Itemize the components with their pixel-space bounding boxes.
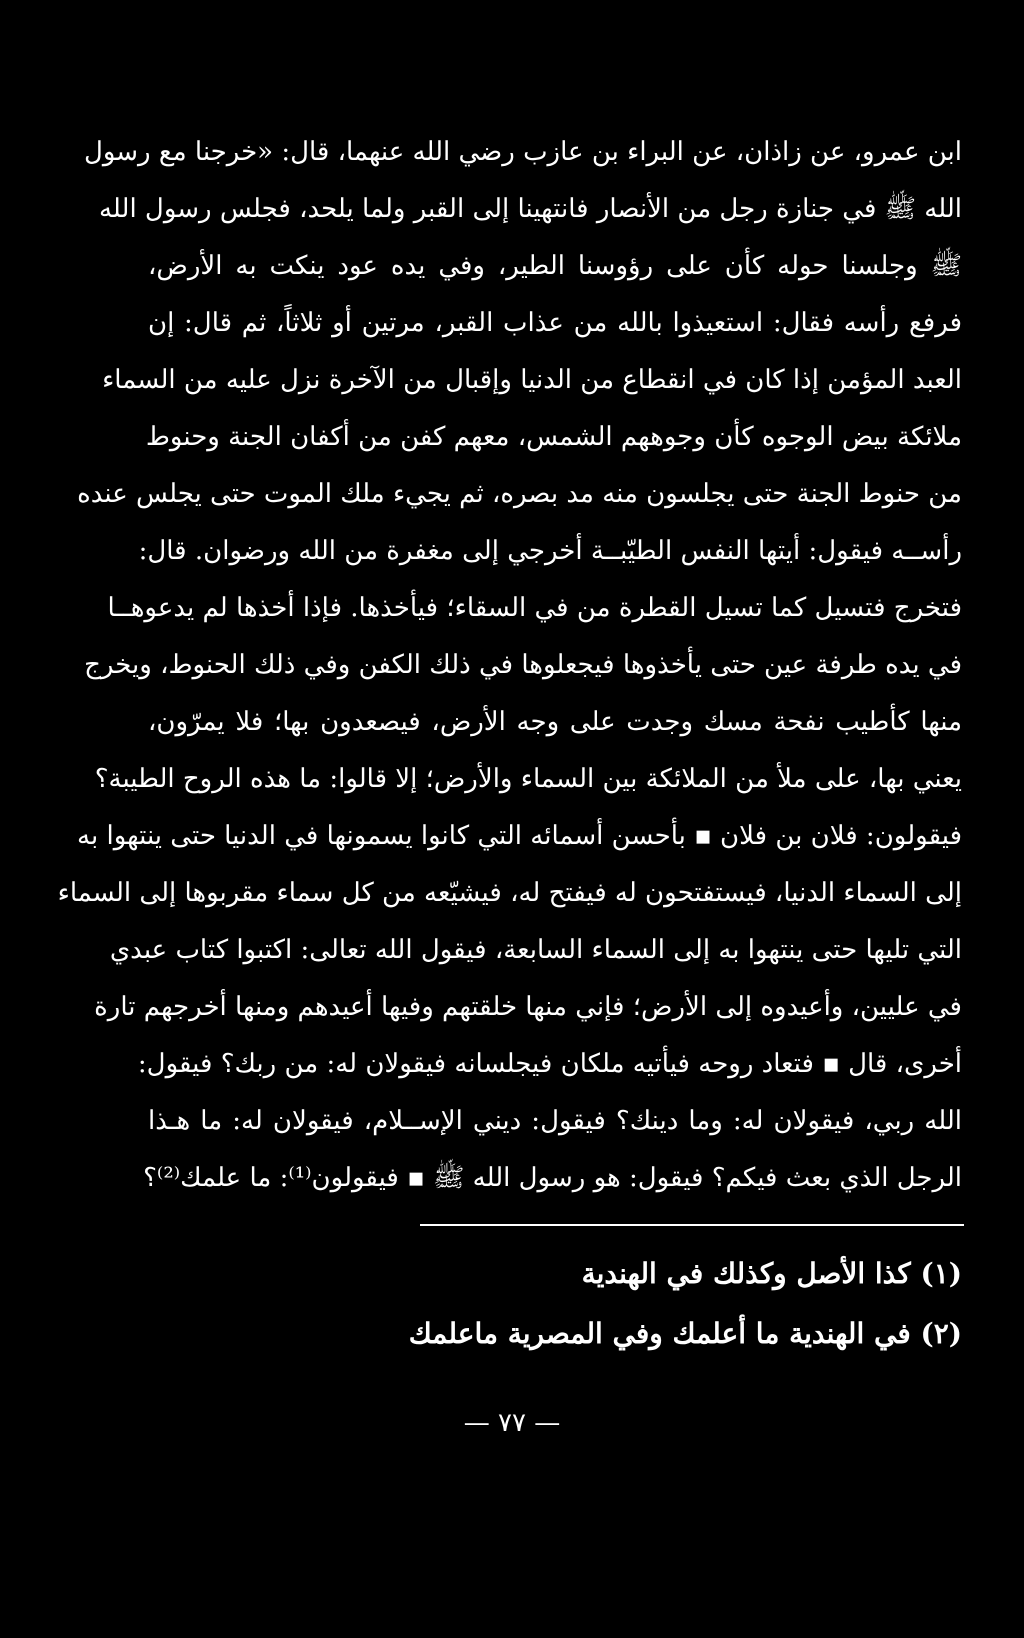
text-line: يعني بها، على ملأ من الملائكة بين السماء والأرض؛ إلا قالوا: ما هذه الروح الطيبة؟ (94, 764, 962, 794)
text-line: إلى السماء الدنيا، فيستفتحون له فيفتح له، فيشيّعه من كل سماء مقربوها إلى السماء (57, 878, 962, 908)
text-line: التي تليها حتى ينتهوا به إلى السماء السابعة، فيقول الله تعالى: اكتبوا كتاب عبدي (109, 935, 962, 965)
text-line: العبد المؤمن إذا كان في انقطاع من الدنيا وإقبال من الآخرة نزل عليه من السماء (102, 365, 962, 395)
text-line: فتخرج فتسيل كما تسيل القطرة من في السقاء؛ فيأخذها. فإذا أخذها لم يدعوهــا (107, 593, 962, 623)
text-line: في يده طرفة عين حتى يأخذوها فيجعلوها في ذلك الكفن وفي ذلك الحنوط، ويخرج (84, 650, 962, 680)
text-line: فيقولون: فلان بن فلان ▪ بأحسن أسمائه التي كانوا يسمونها في الدنيا حتى ينتهوا به (77, 821, 962, 851)
text-line: الله ربي، فيقولان له: وما دينك؟ فيقول: ديني الإســلام، فيقولان له: ما هـذا (148, 1106, 962, 1136)
footnote-1: (١) كذا الأصل وكذلك في الهندية (581, 1257, 962, 1290)
text-line: أخرى، قال ▪ فتعاد روحه فيأتيه ملكان فيجلسانه فيقولان له: من ربك؟ فيقول: (137, 1049, 962, 1079)
text-line: رأســه فيقول: أيتها النفس الطيّبــة أخرجي إلى مغفرة من الله ورضوان. قال: (138, 536, 962, 566)
main-text (57, 124, 963, 1207)
page-number: — ٧٧ — (463, 1408, 561, 1438)
footnote-2: (٢) في الهندية ما أعلمك وفي المصرية ماعلمك (408, 1317, 962, 1350)
text-line: ﷺ وجلسنا حوله كأن على رؤوسنا الطير، وفي يده عود ينكت به الأرض، (148, 251, 962, 281)
text-line: الله ﷺ في جنازة رجل من الأنصار فانتهينا إلى القبر ولما يلحد، فجلس رسول الله (98, 194, 962, 224)
text-line: فرفع رأسه فقال: استعيذوا بالله من عذاب القبر، مرتين أو ثلاثاً، ثم قال: إن (148, 308, 962, 338)
text-line: من حنوط الجنة حتى يجلسون منه مد بصره، ثم يجيء ملك الموت حتى يجلس عنده (77, 479, 962, 509)
text-line: الرجل الذي بعث فيكم؟ فيقول: هو رسول الله ﷺ ▪ فيقولون⁽¹⁾: ما علمك⁽²⁾؟ (143, 1163, 962, 1193)
footnotes (400, 1244, 962, 1364)
text-line: ملائكة بيض الوجوه كأن وجوههم الشمس، معهم كفن من أكفان الجنة وحنوط (145, 422, 962, 452)
footnote-separator (420, 1224, 964, 1226)
text-line: ابن عمرو، عن زاذان، عن البراء بن عازب رضي الله عنهما، قال: «خرجنا مع رسول (83, 137, 962, 167)
text-line: منها كأطيب نفحة مسك وجدت على وجه الأرض، فيصعدون بها؛ فلا يمرّون، (148, 707, 963, 737)
text-line: في عليين، وأعيدوه إلى الأرض؛ فإني منها خلقتهم وفيها أعيدهم ومنها أخرجهم تارة (94, 992, 962, 1022)
